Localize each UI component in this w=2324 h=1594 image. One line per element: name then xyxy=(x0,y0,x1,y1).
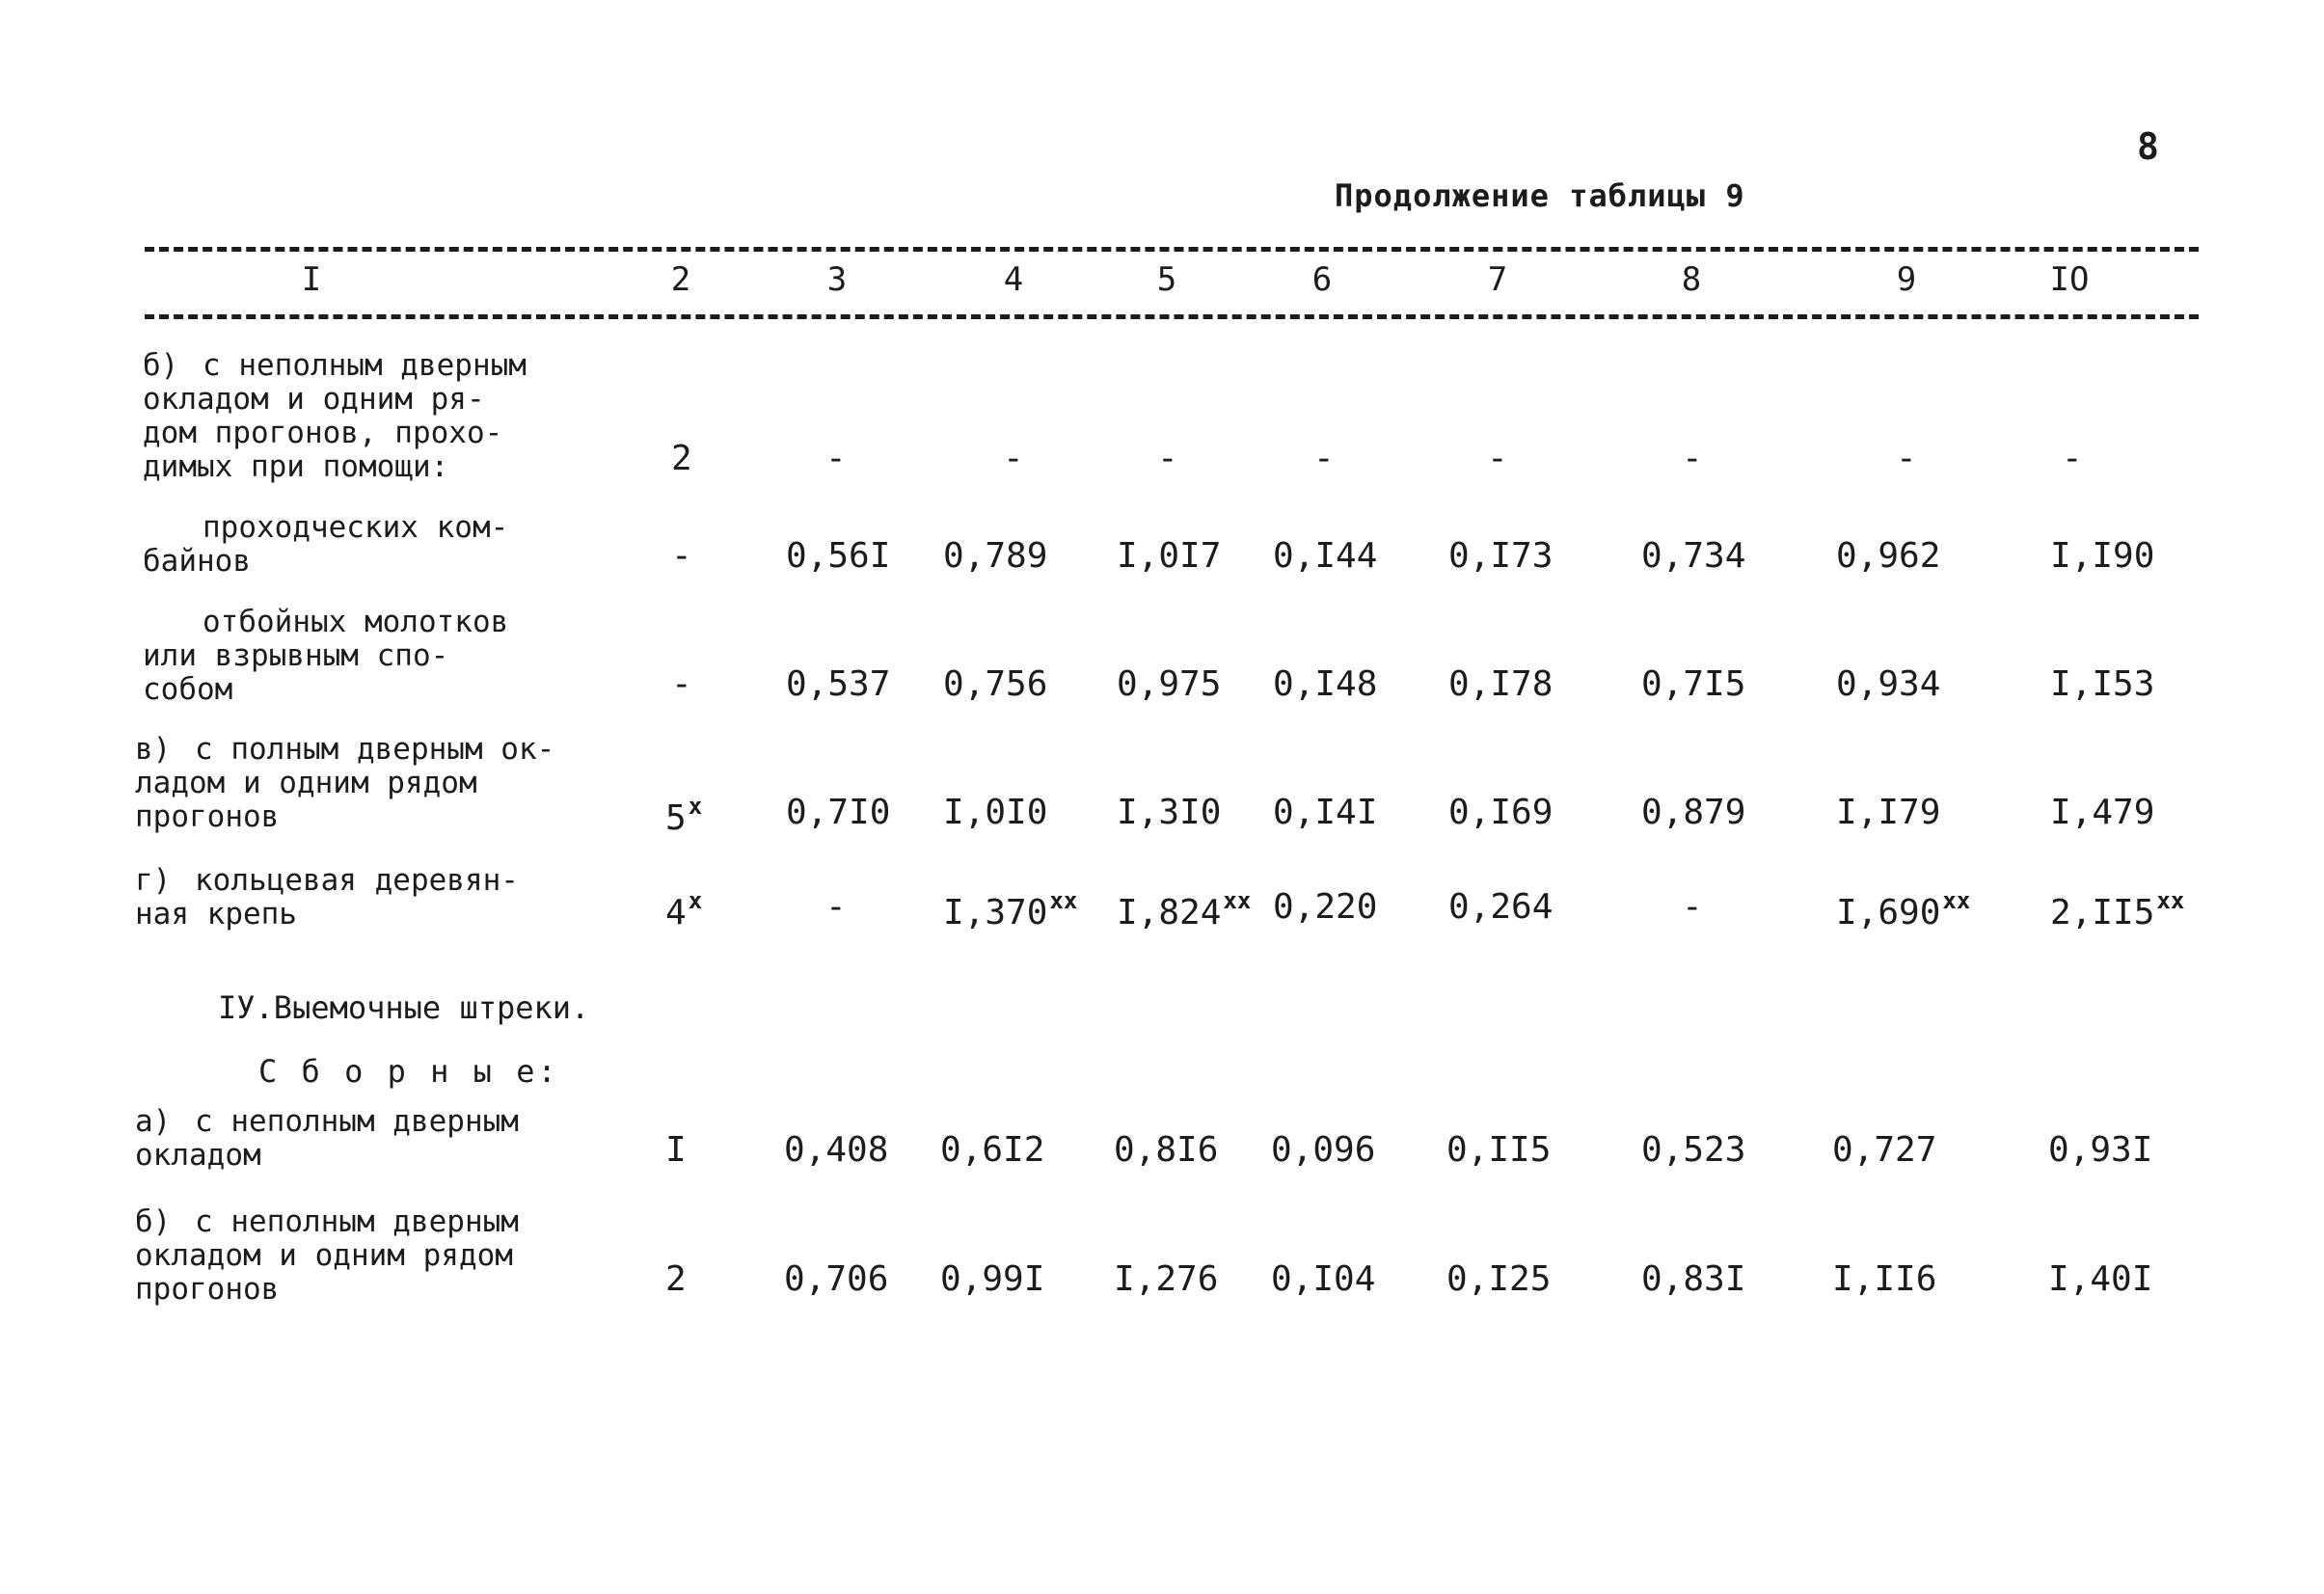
header-rule-bottom xyxy=(145,314,2199,319)
column-header: I xyxy=(301,260,322,299)
section-heading: IУ.Выемочные штреки. xyxy=(218,989,590,1026)
table-cell: 0,537 xyxy=(786,664,891,704)
table-cell: 4$^x$ xyxy=(665,887,703,932)
table-cell: 2 xyxy=(671,439,692,478)
table-cell: I,370$^{xx}$ xyxy=(943,887,1078,932)
column-header: 5 xyxy=(1156,260,1177,299)
table-cell: 0,I25 xyxy=(1446,1259,1552,1299)
table-cell: 0,727 xyxy=(1832,1130,1937,1170)
table-cell: - xyxy=(1157,439,1178,478)
row-label: проходческих ком- байнов xyxy=(143,510,509,579)
table-cell: I,I79 xyxy=(1836,793,1941,832)
table-cell: 0,756 xyxy=(943,664,1048,704)
table-cell: I,II6 xyxy=(1832,1259,1937,1299)
table-cell: 0,99I xyxy=(940,1259,1045,1299)
row-label: отбойных молотков или взрывным спо- собом xyxy=(143,605,509,707)
table-cell: 0,264 xyxy=(1448,887,1554,927)
table-cell: - xyxy=(1313,439,1335,478)
table-cell: - xyxy=(1682,887,1703,927)
header-rule-top xyxy=(145,247,2199,252)
table-cell: - xyxy=(671,664,692,704)
table-cell: 0,706 xyxy=(784,1259,889,1299)
table-cell: I,479 xyxy=(2050,793,2155,832)
table-cell: 0,I69 xyxy=(1448,793,1554,832)
table-cell: 5$^x$ xyxy=(665,793,703,838)
table-cell: 0,83I xyxy=(1641,1259,1746,1299)
column-header: 7 xyxy=(1487,260,1508,299)
table-cell: - xyxy=(2062,439,2083,478)
table-cell: 0,I78 xyxy=(1448,664,1554,704)
table-cell: I,0I0 xyxy=(943,793,1048,832)
table-cell: I,0I7 xyxy=(1117,536,1222,576)
row-label: б) с неполным дверным окладом и одним ря- дом прогонов, прохо- димых при помощи: xyxy=(143,348,527,484)
table-cell: 0,523 xyxy=(1641,1130,1746,1170)
table-cell: I,I90 xyxy=(2050,536,2155,576)
table-cell: I,40I xyxy=(2048,1259,2153,1299)
table-cell: 0,879 xyxy=(1641,793,1746,832)
table-cell: 2 xyxy=(665,1259,687,1299)
table-caption: Продолжение таблицы 9 xyxy=(1335,177,1745,214)
table-cell: - xyxy=(1682,439,1703,478)
table-cell: I,690$^{xx}$ xyxy=(1836,887,1971,932)
table-cell: 0,789 xyxy=(943,536,1048,576)
table-cell: 0,I73 xyxy=(1448,536,1554,576)
table-cell: 0,220 xyxy=(1273,887,1378,927)
table-cell: - xyxy=(1003,439,1024,478)
subsection-heading: С б о р н ы е: xyxy=(258,1053,559,1090)
column-header: 6 xyxy=(1311,260,1333,299)
table-cell: 2,II5$^{xx}$ xyxy=(2050,887,2185,932)
table-cell: 0,734 xyxy=(1641,536,1746,576)
table-cell: 0,6I2 xyxy=(940,1130,1045,1170)
table-cell: 0,I48 xyxy=(1273,664,1378,704)
table-cell: 0,962 xyxy=(1836,536,1941,576)
column-header: 3 xyxy=(826,260,848,299)
page-number: 8 xyxy=(2137,125,2159,168)
column-header: IO xyxy=(2049,260,2090,299)
table-cell: I,3I0 xyxy=(1117,793,1222,832)
table-cell: 0,II5 xyxy=(1446,1130,1552,1170)
column-header: 2 xyxy=(670,260,691,299)
row-label: г) кольцевая деревян- ная крепь xyxy=(135,863,519,932)
table-cell: 0,934 xyxy=(1836,664,1941,704)
table-cell: - xyxy=(1487,439,1508,478)
table-cell: 0,096 xyxy=(1271,1130,1376,1170)
table-cell: - xyxy=(1896,439,1917,478)
table-cell: 0,I44 xyxy=(1273,536,1378,576)
table-cell: 0,I04 xyxy=(1271,1259,1376,1299)
table-cell: 0,408 xyxy=(784,1130,889,1170)
table-cell: - xyxy=(825,887,847,927)
column-header: 8 xyxy=(1681,260,1702,299)
column-header: 9 xyxy=(1896,260,1917,299)
table-cell: 0,7I5 xyxy=(1641,664,1746,704)
table-cell: I,276 xyxy=(1114,1259,1219,1299)
table-cell: 0,93I xyxy=(2048,1130,2153,1170)
table-cell: I,824$^{xx}$ xyxy=(1117,887,1252,932)
row-label: в) с полным дверным ок- ладом и одним рядом прогонов xyxy=(135,732,555,834)
table-cell: 0,8I6 xyxy=(1114,1130,1219,1170)
table-cell: 0,I4I xyxy=(1273,793,1378,832)
table-cell: I,I53 xyxy=(2050,664,2155,704)
table-cell: I xyxy=(665,1130,687,1170)
column-header: 4 xyxy=(1003,260,1024,299)
table-cell: 0,975 xyxy=(1117,664,1222,704)
table-cell: - xyxy=(671,536,692,576)
table-cell: 0,56I xyxy=(786,536,891,576)
table-cell: - xyxy=(825,439,847,478)
table-cell: 0,7I0 xyxy=(786,793,891,832)
row-label: а) с неполным дверным окладом xyxy=(135,1104,519,1173)
row-label: б) с неполным дверным окладом и одним рядом прогонов xyxy=(135,1204,519,1307)
